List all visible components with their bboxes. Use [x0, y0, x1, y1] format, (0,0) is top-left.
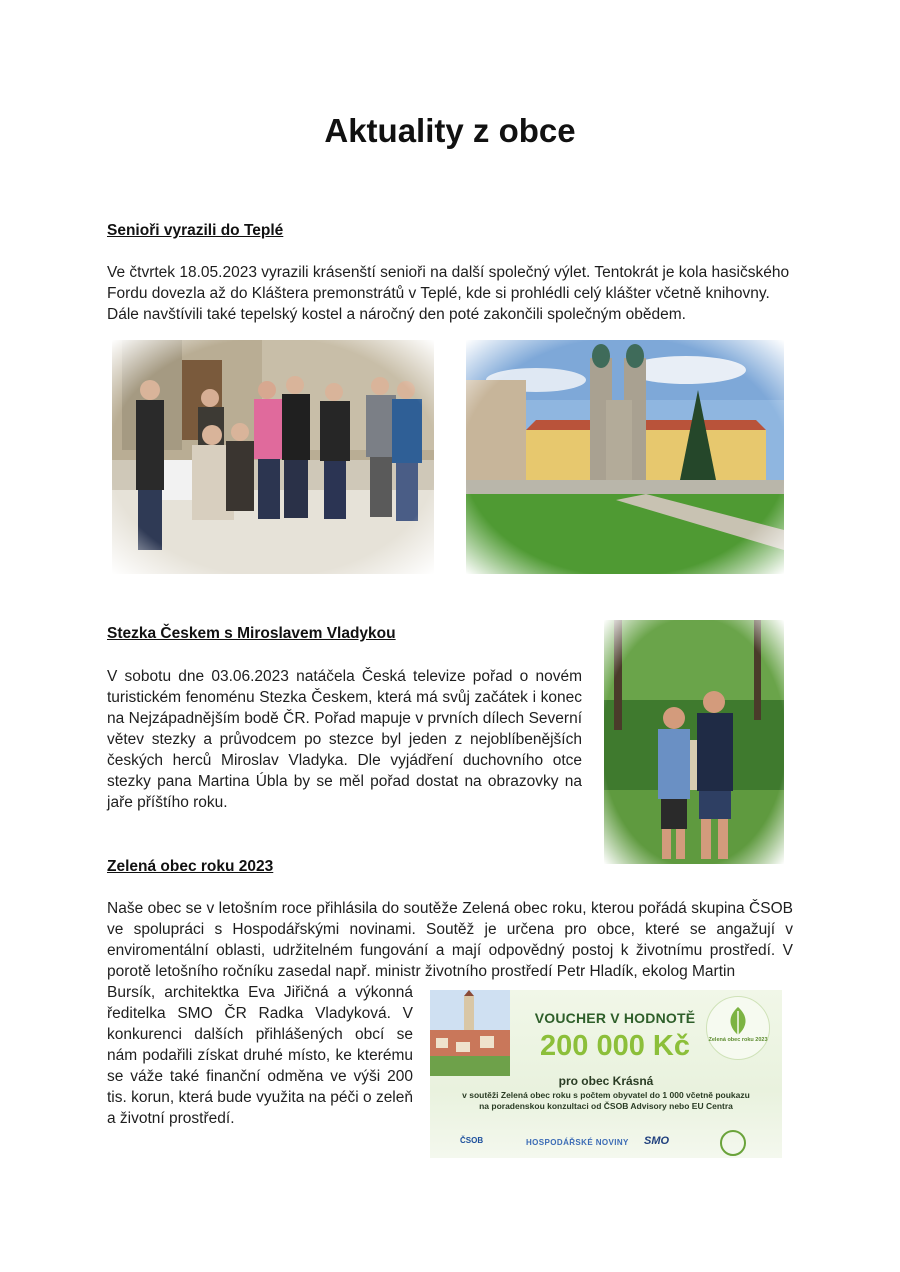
photo-hikers-vladyka	[604, 620, 784, 864]
sponsor-logos	[430, 1130, 782, 1154]
article-body-stezka: V sobotu dne 03.06.2023 natáčela Česká televize pořad o novém turistickém fenoménu Stezka Českem, která má svůj začátek i konec na Nejzápadnějším bodě ČR. Pořad mapuje v prvních dílech Severní větev stezky a průvodcem po stezce byl jeden z nejoblíbenějších českých herců Miroslav Vladyka. Dle vyjádření duchovního otce stezky pana Martina Úbla by se měl pořad dostat na obrazovky na jaře příštího roku.	[107, 668, 582, 811]
hospodarske-noviny-logo: HOSPODÁŘSKÉ NOVINY	[526, 1138, 629, 1147]
article-body-seniori: Ve čtvrtek 18.05.2023 vyrazili krásenští senioři na další společný výlet. Tentokrát je kola hasičského Fordu dovezla až do Kláštera premonstrátů v Teplé, kde si prohlédli celý klášter včetně knihovny. Dále navštívili také tepelský kostel a náročný den poté zakončili společným obědem.	[107, 264, 790, 323]
voucher-amount: 200 000 Kč	[540, 1030, 690, 1062]
voucher-graphic	[430, 990, 782, 1158]
photo-tepla-monastery	[466, 340, 784, 574]
voucher-title: VOUCHER V HODNOTĚ	[534, 1010, 696, 1026]
article-heading-zelena-obec: Zelená obec roku 2023	[107, 858, 274, 875]
page-title: Aktuality z obce	[324, 112, 576, 149]
zelena-obec-badge	[706, 996, 770, 1060]
eu-centrum-logo	[720, 1130, 746, 1156]
smo-logo: SMO	[644, 1135, 670, 1147]
article-heading-stezka: Stezka Českem s Miroslavem Vladykou	[107, 625, 396, 642]
leaf-icon	[707, 997, 769, 1059]
csob-logo: ČSOB	[460, 1136, 484, 1145]
article-body-zelena-obec-bottom: Bursík, architektka Eva Jiřičná a výkonná ředitelka SMO ČR Radka Vladyková. V konkurenci dalších přihlášených obcí se nám podařili získat druhé místo, ke kterému se váže také finanční odměna ve výši 200 tis. korun, která bude využita na péči o zeleň a životní prostředí.	[107, 984, 413, 1127]
voucher-recipient: pro obec Krásná	[558, 1074, 654, 1088]
article-heading-seniori: Senioři vyrazili do Teplé	[107, 222, 284, 239]
badge-label: Zelená obec roku 2023	[708, 1037, 768, 1043]
voucher-description: v soutěži Zelená obec roku s počtem obyvatel do 1 000 včetně poukazu na poradenskou konzultaci od ČSOB Advisory nebo EU Centra	[462, 1090, 750, 1111]
article-body-zelena-obec-top: Naše obec se v letošním roce přihlásila do soutěže Zelená obec roku, kterou pořádá skupina ČSOB ve spolupráci s Hospodářskými novinami. Soutěž je určena pro obce, které se angažují v enviromentální oblasti, udržitelném fungování a mají odpovědný postoj k životnímu prostředí. V porotě letošního ročníku zasedal např. ministr životního prostředí Petr Hladík, ekolog Martin	[107, 900, 793, 980]
photo-seniors-group	[112, 340, 434, 574]
voucher-town-image	[430, 990, 510, 1076]
